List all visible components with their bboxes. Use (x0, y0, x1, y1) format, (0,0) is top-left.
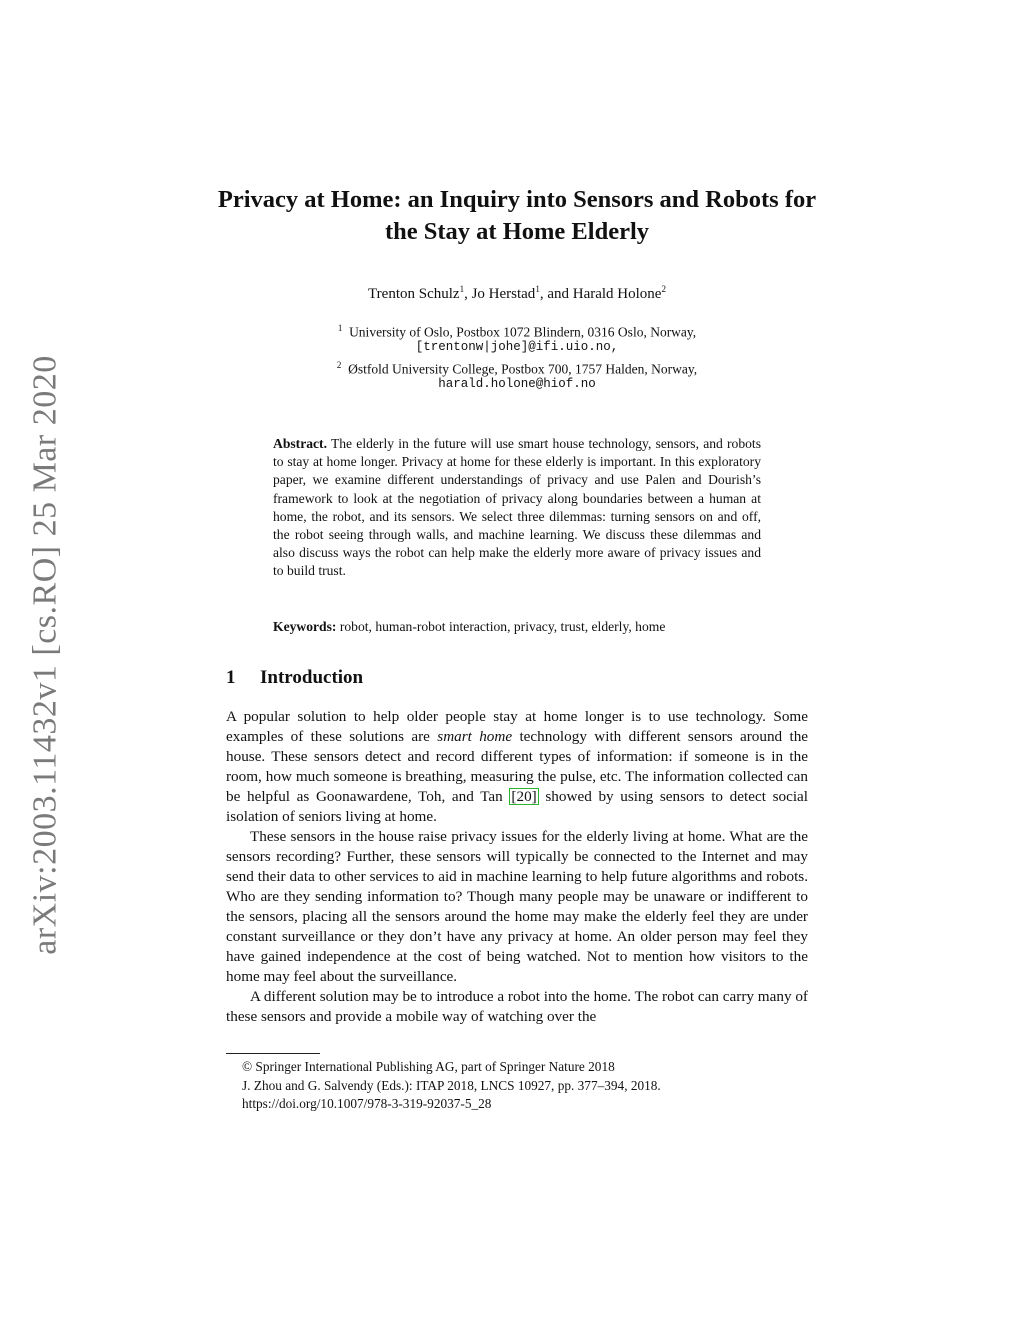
affiliation-2-email[interactable]: harald.holone@hiof.no (438, 377, 596, 391)
citation-link[interactable]: [20] (511, 788, 537, 805)
paper-title: Privacy at Home: an Inquiry into Sensors and Robots for the Stay at Home Elderly (217, 186, 817, 245)
affiliation-mark: 1 (337, 323, 343, 333)
arxiv-id: arXiv:2003.11432v1 [cs.RO] 25 Mar 2020 (27, 355, 65, 955)
paragraph-text: showed by using sensors to detect social isolation of seniors living at home. (226, 788, 809, 825)
introduction-body (226, 707, 808, 1027)
keywords-text: robot, human-robot interaction, privacy, trust, elderly, home (339, 619, 666, 634)
paragraph (226, 707, 808, 827)
section-heading (226, 667, 363, 689)
abstract (273, 435, 761, 581)
copyright-line: © Springer International Publishing AG, part of Springer Nature 2018 (242, 1059, 615, 1074)
paragraph-text: A popular solution to help older people stay at home longer is to use technology. Some examples of these solutions are (226, 708, 808, 745)
author-name: Trenton Schulz (368, 286, 460, 302)
paragraph: These sensors in the house raise privacy issues for the elderly living at home. What are the sensors recording? Further, these sensors will typically be connected to the Internet and may send their data to other services to aid in machine learning to help future algorithms and robots. Who are they sending information to? Though many people may be unaware or indifferent to the sensors, placing all the sensors around the home may make the elderly feel they are under constant surveillance or they don’t have any privacy at home. An older person may feel they have gained independence at the cost of being watched. Not to mention how visitors to the home may feel about the surveillance. (226, 828, 808, 985)
affiliation-text: University of Oslo, Postbox 1072 Blindern, 0316 Oslo, Norway, (349, 324, 697, 340)
abstract-text: The elderly in the future will use smart house technology, sensors, and robots to stay at home longer. Privacy at home for these elderly is important. In this exploratory paper, we examine different understandings of privacy and use Palen and Dourish’s framework to look at the negotiation of privacy along boundaries between a human at home, the robot, and its sensors. We select three dilemmas: turning sensors on and off, the robot seeing through walls, and machine learning. We discuss these dilemmas and also discuss ways the robot can help make the elderly more aware of privacy issues and to build trust. (273, 436, 762, 579)
author-mark: 2 (661, 284, 666, 294)
citation-line: J. Zhou and G. Salvendy (Eds.): ITAP 2018, LNCS 10927, pp. 377–394, 2018. (242, 1077, 661, 1093)
author-list: Trenton Schulz$^1$, Jo Herstad$^1$, and Harald Holone$^2$ (368, 284, 666, 302)
paragraph: A different solution may be to introduce a robot into the home. The robot can carry many of these sensors and provide a mobile way of watching over the (226, 988, 808, 1025)
affiliation-text: Østfold University College, Postbox 700, 1757 Halden, Norway, (348, 361, 698, 377)
emphasis: smart home (437, 728, 513, 745)
affiliation-mark: 2 (336, 360, 342, 370)
author-mark: 1 (459, 284, 465, 294)
abstract-label: Abstract. (273, 436, 327, 451)
keywords-label: Keywords: (273, 619, 337, 634)
affiliation-1-email[interactable]: [trentonw|johe]@ifi.uio.no, (415, 340, 619, 354)
paragraph-text: technology with different sensors around the house. These sensors detect and record different types of information: if someone is in the room, how much someone is breathing, measuring the pulse, etc. The information collected can be helpful as Goonawardene, Toh, and Tan (226, 728, 809, 805)
doi-link[interactable]: https://doi.org/10.1007/978-3-319-92037-5_28 (242, 1096, 492, 1111)
section-title: Introduction (260, 667, 364, 688)
keywords (273, 619, 773, 635)
author-name: Harald Holone (572, 286, 662, 302)
author-name: Jo Herstad (471, 286, 536, 302)
footnote-rule (226, 1053, 320, 1054)
section-number: 1 (226, 667, 236, 688)
arxiv-stamp (22, 355, 70, 955)
footnote (226, 1058, 808, 1114)
author-mark: 1 (535, 284, 540, 294)
